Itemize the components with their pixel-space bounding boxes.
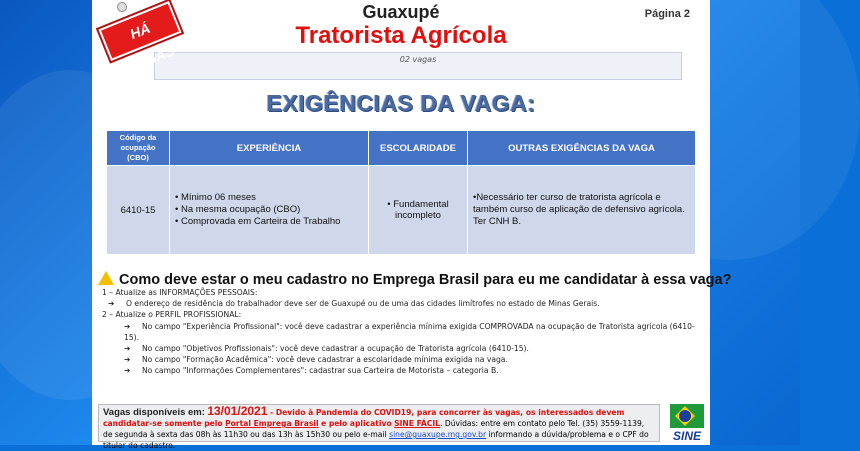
arrow-right-icon: ➔ bbox=[124, 321, 131, 331]
page-number: Página 2 bbox=[644, 8, 690, 20]
header-cbo: Código da ocupação (CBO) bbox=[107, 131, 170, 166]
app-link[interactable]: SINE FÁCIL bbox=[394, 419, 441, 428]
instruction-item: ➔ No campo "Informações Complementares": cadastrar sua Carteira de Motorista – categoria B. bbox=[124, 366, 499, 376]
question-heading bbox=[98, 270, 732, 288]
instruction-item: ➔ No campo "Experiência Profissional": você deve cadastrar a experiência mínima exigida COMPROVADA na ocupação de Tratorista agrícola (6410-15). bbox=[124, 321, 695, 342]
cell-other: •Necessário ter curso de tratorista agrícola e também curso de aplicação de defensivo agrícola. Ter CNH B. bbox=[468, 166, 696, 255]
arrow-right-icon: ➔ bbox=[124, 344, 131, 354]
footer-warning: Devido à Pandemia do COVID19, para concorrer às vagas, os interessados devem candidatar-se somente pelo bbox=[103, 408, 625, 428]
cell-experience bbox=[170, 166, 369, 255]
footer-dash: - bbox=[267, 408, 276, 417]
section-title: EXIGÊNCIAS DA VAGA: bbox=[266, 90, 536, 116]
email-link[interactable]: sine@guaxupe.mg.gov.br bbox=[389, 430, 487, 439]
experience-item: • Mínimo 06 meses bbox=[175, 192, 256, 203]
pin-icon bbox=[117, 2, 127, 12]
job-posting-sheet bbox=[92, 0, 732, 450]
header-experience: EXPERIÊNCIA bbox=[170, 131, 369, 166]
header-education: ESCOLARIDADE bbox=[369, 131, 468, 166]
instruction-item: ➔ O endereço de residência do trabalhador deve ser de Guaxupé ou de uma das cidades limítrofes no estado de Minas Gerais. bbox=[108, 299, 600, 309]
instructions bbox=[102, 287, 702, 377]
footer-notice bbox=[98, 404, 660, 450]
instruction-step-2: 2 – Atualize o PERFIL PROFISSIONAL: bbox=[102, 310, 242, 320]
experience-item: • Comprovada em Carteira de Trabalho bbox=[175, 216, 341, 227]
sine-logo-text: SINE bbox=[672, 429, 701, 443]
question-text: Como deve estar o meu cadastro no Emprega Brasil para eu me candidatar à essa vaga? bbox=[119, 272, 732, 288]
footer-and-app: e pelo aplicativo bbox=[321, 419, 392, 428]
portal-link[interactable]: Portal Emprega Brasil bbox=[225, 419, 319, 428]
footer-date: 13/01/2021 bbox=[207, 404, 268, 418]
footer-rest: informando a dúvida/problema e o CPF do titular do cadastro. bbox=[103, 430, 649, 450]
cell-education: • Fundamental incompleto bbox=[369, 166, 468, 255]
job-title: Tratorista Agrícola bbox=[295, 22, 507, 49]
instruction-step-1: 1 – Atualize as INFORMAÇÕES PESSOAIS: bbox=[102, 288, 258, 297]
table-row bbox=[107, 166, 696, 255]
vacancies-box bbox=[154, 52, 682, 80]
arrow-right-icon: ➔ bbox=[108, 299, 115, 309]
warning-icon bbox=[98, 271, 114, 285]
footer-doubts: . Dúvidas: entre em contato pelo Tel. (35) 3559-1139, de segunda à sexta das 08h às 11h30 ou das 13h às 15h30 ou pelo e-mail bbox=[103, 419, 645, 439]
experience-item: • Na mesma ocupação (CBO) bbox=[175, 204, 301, 215]
footer-label: Vagas disponíveis em: bbox=[103, 407, 205, 418]
sine-logo bbox=[668, 402, 706, 444]
table-header-row bbox=[107, 131, 696, 166]
instruction-item: ➔ No campo "Formação Acadêmica": você deve cadastrar a escolaridade mínima exigida na vaga. bbox=[124, 355, 508, 365]
hiring-badge-label: HÁ VAGAS bbox=[98, 1, 181, 61]
requirements-table bbox=[106, 130, 696, 255]
arrow-right-icon: ➔ bbox=[124, 366, 131, 376]
header-other: OUTRAS EXIGÊNCIAS DA VAGA bbox=[468, 131, 696, 166]
city-name: Guaxupé bbox=[362, 2, 440, 22]
vacancies-count: 02 vagas bbox=[399, 55, 437, 64]
arrow-right-icon: ➔ bbox=[124, 355, 131, 365]
cell-cbo: 6410-15 bbox=[107, 166, 170, 255]
instruction-item: ➔ No campo "Objetivos Profissionais": você deve cadastrar a ocupação de Tratorista agrícola (6410-15). bbox=[124, 344, 529, 354]
